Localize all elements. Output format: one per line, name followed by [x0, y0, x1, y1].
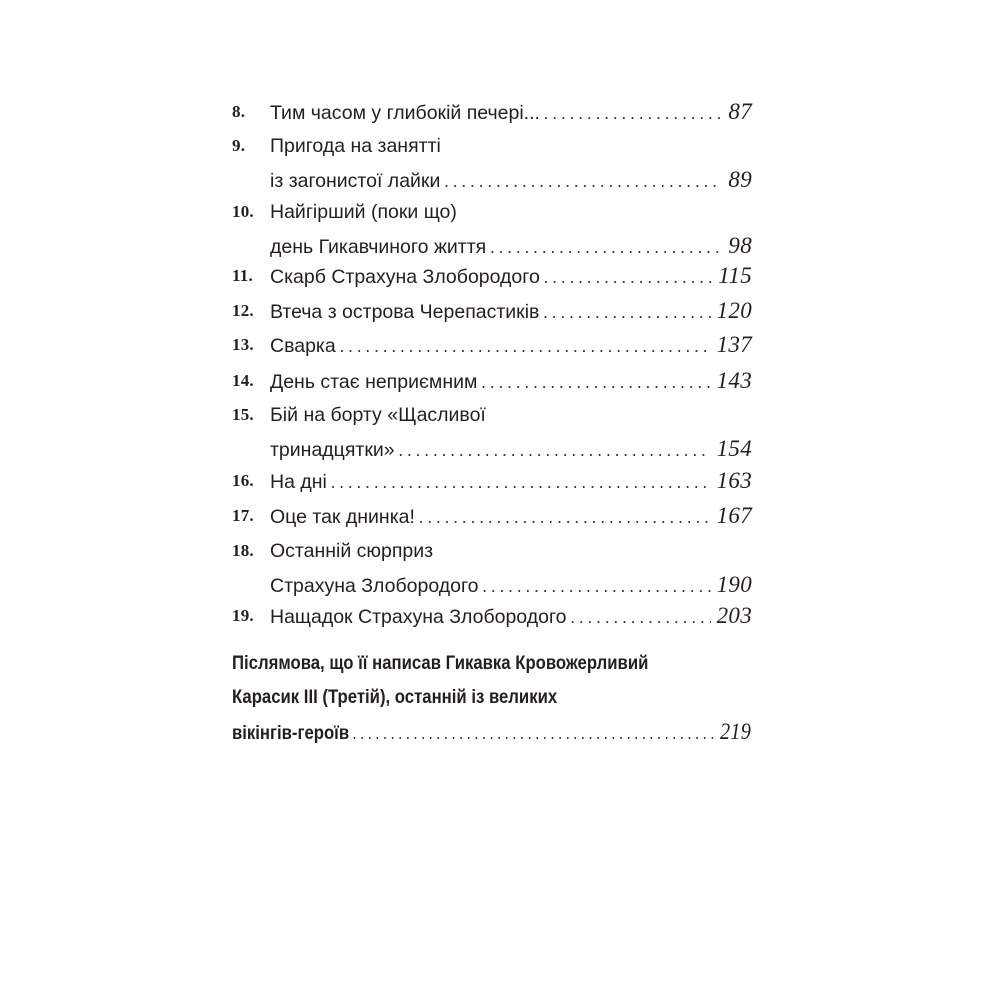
page-number: 115 — [718, 263, 752, 288]
chapter-number: 10. — [232, 202, 254, 221]
chapter-title-line: Найгірший (поки що) — [270, 201, 457, 223]
chapter-title: Оце так днинка! — [270, 506, 415, 528]
page-number: 190 — [716, 572, 752, 597]
toc-entry-8[interactable] — [232, 95, 752, 131]
leader-dots — [544, 261, 712, 295]
afterword-title-line: Післямова, що її написав Гикавка Кровожерливий — [232, 653, 649, 674]
chapter-title: На дні — [270, 471, 327, 493]
chapter-number: 16. — [232, 471, 254, 490]
chapter-title: Нащадок Страхуна Злобородого — [270, 606, 567, 628]
leader-dots — [543, 296, 710, 330]
chapter-title: Страхуна Злобородого — [270, 575, 479, 597]
toc-entry-10[interactable] — [232, 195, 752, 265]
page-number: 89 — [728, 167, 752, 192]
leader-dots — [570, 601, 710, 635]
chapter-number: 18. — [232, 541, 254, 560]
page-number: 143 — [716, 368, 752, 393]
toc-entry-17[interactable] — [232, 499, 752, 535]
toc-entry-15[interactable] — [232, 398, 752, 468]
chapter-title: Тим часом у глибокій печері... — [270, 102, 540, 124]
chapter-number: 14. — [232, 371, 254, 390]
page-number: 98 — [728, 233, 752, 258]
toc-entry-afterword[interactable] — [232, 647, 752, 751]
page-number: 203 — [716, 603, 752, 628]
leader-dots — [340, 330, 711, 364]
toc-entry-11[interactable] — [232, 259, 752, 295]
chapter-title-line: Бій на борту «Щасливої — [270, 404, 486, 426]
chapter-title-line: Останній сюрприз — [270, 540, 434, 562]
page-number: 87 — [728, 99, 752, 124]
chapter-number: 17. — [232, 506, 254, 525]
chapter-number: 9. — [232, 136, 246, 155]
chapter-title: день Гикавчиного життя — [270, 236, 487, 258]
chapter-title: День стає неприємним — [270, 371, 478, 393]
toc-entry-9[interactable] — [232, 129, 752, 199]
page-number: 137 — [716, 332, 752, 357]
toc-entry-14[interactable] — [232, 364, 752, 400]
page-number: 154 — [716, 436, 752, 461]
chapter-number: 12. — [232, 301, 254, 320]
toc-entry-12[interactable] — [232, 294, 752, 330]
page-number: 120 — [716, 298, 752, 323]
chapter-title: Скарб Страхуна Злобородого — [270, 266, 540, 288]
leader-dots — [331, 466, 711, 500]
leader-dots — [544, 97, 722, 131]
page-number: 219 — [720, 719, 752, 744]
afterword-title-line: Карасик ІІІ (Третій), останній із великих — [232, 687, 558, 708]
leader-dots — [353, 717, 715, 751]
chapter-title: із загонистої лайки — [270, 170, 441, 192]
chapter-number: 19. — [232, 606, 254, 625]
toc-entry-13[interactable] — [232, 328, 752, 364]
chapter-title: тринадцятки» — [270, 439, 395, 461]
toc-entry-18[interactable] — [232, 534, 752, 604]
chapter-number: 8. — [232, 102, 246, 121]
chapter-title: Сварка — [270, 335, 336, 357]
toc-entry-19[interactable] — [232, 599, 752, 635]
page-number: 163 — [716, 468, 752, 493]
page-number: 167 — [716, 503, 752, 528]
leader-dots — [399, 434, 711, 468]
chapter-number: 15. — [232, 405, 254, 424]
afterword-title: вікінгів-героїв — [232, 723, 350, 744]
toc-entry-16[interactable] — [232, 464, 752, 500]
chapter-title-line: Пригода на занятті — [270, 135, 441, 157]
leader-dots — [444, 165, 722, 199]
chapter-title: Втеча з острова Черепастиків — [270, 301, 540, 323]
leader-dots — [419, 501, 711, 535]
chapter-number: 13. — [232, 335, 254, 354]
chapter-number: 11. — [232, 266, 253, 285]
leader-dots — [481, 366, 710, 400]
